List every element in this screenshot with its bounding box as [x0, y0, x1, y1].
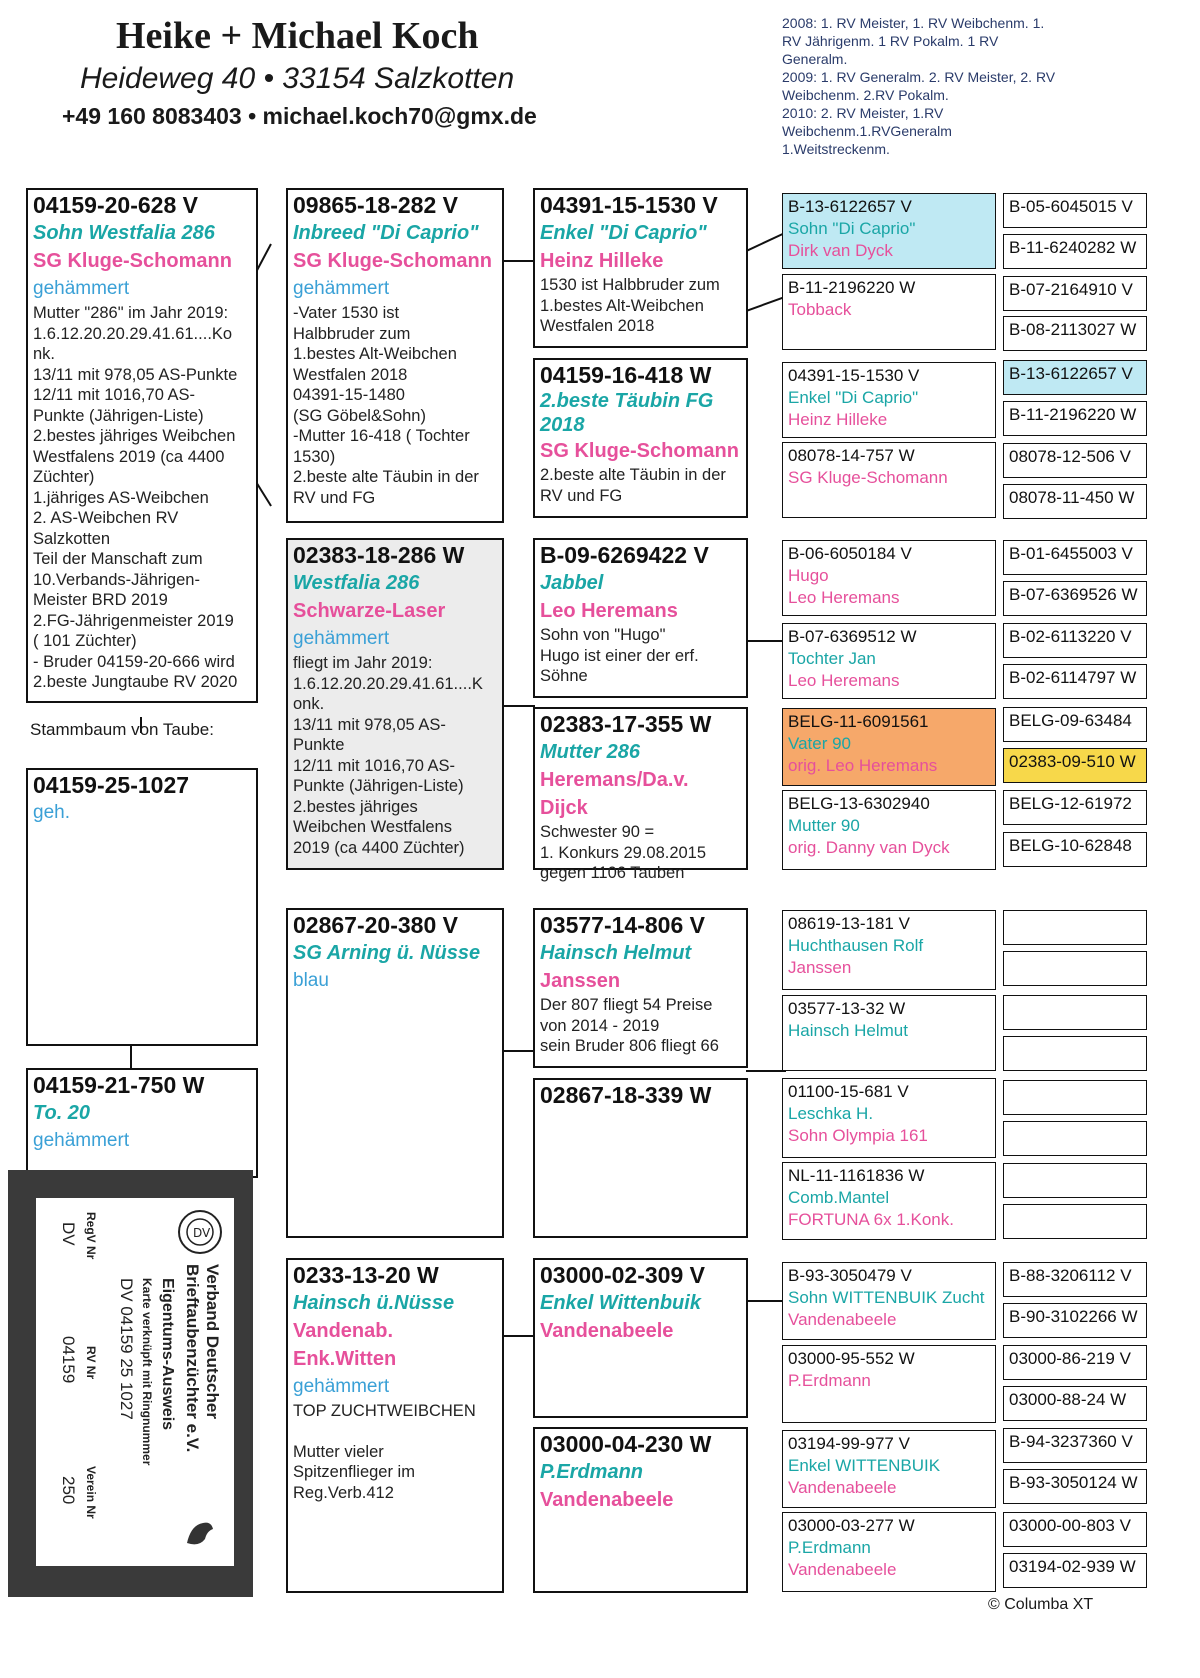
pigeon-name: Hainsch ü.Nüsse — [293, 1292, 455, 1314]
gen4-card[interactable]: 01100-15-681 V Leschka H. Sohn Olympia 161 — [782, 1078, 996, 1158]
gen4-card[interactable]: NL-11-1161836 W Comb.Mantel FORTUNA 6x 1.Konk. — [782, 1162, 996, 1240]
gen3-card[interactable]: 03000-02-309 V Enkel Wittenbuik Vandenabeele — [533, 1258, 748, 1418]
color: gehämmert — [33, 278, 130, 299]
pigeon-name: Inbreed "Di Caprio" — [293, 222, 479, 244]
breeder-contact: +49 160 8083403 • michael.koch70@gmx.de — [62, 103, 537, 129]
gen5-card[interactable]: B-88-3206112 V — [1003, 1262, 1147, 1297]
ring-number: 0233-13-20 W — [293, 1262, 439, 1288]
notes: Mutter "286" im Jahr 2019: 1.6.12.20.20.29.41.61....Ko nk. 13/11 mit 978,05 AS-Punkte 12/11 mit 1016,70 AS- Punkte (Jährigen-Liste) 2.bestes jähriges Weibchen Westfalens 2019 (ca 4400 Züchter) 1.jähriges AS-Weibchen 2. AS-Weibchen RV Salzkotten Teil der Manschaft zum 10.Verbands-Jährigen- Meister BRD 2019 2.FG-Jährigenmeister 2019 ( 101 Züchter) - Bruder 04159-20-666 wird 2.beste Jungtaube RV 2020 — [33, 304, 238, 691]
gen4-card[interactable]: 04391-15-1530 V Enkel "Di Caprio" Heinz Hilleke — [782, 362, 996, 438]
gen5-card[interactable]: BELG-12-61972 — [1003, 790, 1147, 825]
pigeon-name: Sohn Westfalia 286 — [33, 222, 215, 244]
breeder: Vandenab. Enk.Witten — [293, 1320, 397, 1370]
gen5-card[interactable]: 08078-11-450 W — [1003, 484, 1147, 519]
card-title: Eigentums-Ausweis — [159, 1278, 176, 1431]
gen4-card[interactable]: BELG-13-6302940 Mutter 90 orig. Danny van Dyck — [782, 790, 996, 870]
color: gehämmert — [293, 278, 390, 299]
gen4-card[interactable]: 08078-14-757 W SG Kluge-Schomann — [782, 442, 996, 518]
gen5-card[interactable]: B-94-3237360 V — [1003, 1428, 1147, 1463]
card-subtitle: Karte verknüpft mit Ringnummer — [140, 1278, 154, 1466]
gen5-card[interactable]: B-90-3102266 W — [1003, 1303, 1147, 1338]
connector — [130, 1046, 132, 1068]
gen5-card[interactable]: B-93-3050124 W — [1003, 1469, 1147, 1504]
gen5-card[interactable]: B-08-2113027 W — [1003, 316, 1147, 351]
pedigree-label: Stammbaum von Taube: — [30, 720, 214, 739]
gen5-card[interactable]: B-07-2164910 V — [1003, 276, 1147, 311]
gen5-card[interactable]: B-05-6045015 V — [1003, 193, 1147, 228]
card-rv-label: RV Nr — [84, 1346, 98, 1380]
pigeon-name: To. 20 — [33, 1102, 91, 1124]
achievement-line: Weibchenm. 2.RV Pokalm. — [782, 87, 949, 103]
notes: -Vater 1530 ist Halbbruder zum 1.bestes Alt-Weibchen Westfalen 2018 04391-15-1480 (SG Göbel&Sohn) -Mutter 16-418 ( Tochter 1530) 2.beste alte Täubin in der RV und FG — [293, 304, 479, 507]
gen4-card[interactable]: B-11-2196220 W Tobback — [782, 274, 996, 350]
achievement-line: 1.Weitstreckenm. — [782, 141, 890, 157]
gen5-card[interactable]: 08078-12-506 V — [1003, 443, 1147, 478]
gen5-card[interactable]: B-11-2196220 W — [1003, 401, 1147, 436]
gen5-card-empty[interactable] — [1003, 1036, 1147, 1071]
ownership-card — [8, 1170, 253, 1597]
achievements — [782, 14, 1102, 158]
card-ring-number: DV 04159 25 1027 — [117, 1278, 136, 1420]
card-regv-value: DV — [59, 1222, 78, 1246]
gen5-card[interactable]: 02383-09-510 W — [1003, 748, 1147, 783]
svg-text:DV: DV — [193, 1226, 211, 1240]
dam-dam-card[interactable] — [286, 1258, 504, 1593]
pigeon-name: SG Arning ü. Nüsse — [293, 942, 481, 964]
ring-number: 04159-25-1027 — [33, 772, 190, 798]
gen5-card[interactable]: B-13-6122657 V — [1003, 360, 1147, 395]
achievement-line: RV Jährigenm. 1 RV Pokalm. 1 RV — [782, 33, 999, 49]
achievement-line: 2009: 1. RV Generalm. 2. RV Meister, 2. RV — [782, 69, 1056, 85]
card-org-line2: Brieftaubenzüchter e.V. — [183, 1264, 202, 1453]
sire-card[interactable] — [26, 188, 258, 703]
color: gehämmert — [293, 628, 390, 649]
pigeon-name: Westfalia 286 — [293, 572, 420, 594]
gen5-card[interactable]: B-02-6114797 W — [1003, 664, 1147, 699]
ring-number: 04159-21-750 W — [33, 1072, 205, 1098]
gen5-card-empty[interactable] — [1003, 910, 1147, 945]
gen5-card[interactable]: 03000-00-803 V — [1003, 1512, 1147, 1547]
color: gehämmert — [293, 1376, 390, 1397]
connector — [500, 705, 535, 707]
dam-sire-card[interactable] — [286, 908, 504, 1238]
card-verein-value: 250 — [59, 1476, 78, 1505]
notes: TOP ZUCHTWEIBCHEN Mutter vieler Spitzenflieger im Reg.Verb.412 — [293, 1402, 476, 1502]
dam-card[interactable] — [26, 1068, 258, 1178]
gen4-card[interactable]: 08619-13-181 V Huchthausen Rolf Janssen — [782, 910, 996, 990]
breeder-name: Heike + Michael Koch — [116, 15, 479, 57]
breeder: Schwarze-Laser — [293, 600, 446, 622]
gen5-card-empty[interactable] — [1003, 1204, 1147, 1239]
gen5-card[interactable]: B-01-6455003 V — [1003, 540, 1147, 575]
dv-logo-icon — [176, 1208, 224, 1256]
color: gehämmert — [33, 1130, 130, 1151]
sire-sire-card[interactable] — [286, 188, 504, 523]
color: geh. — [33, 802, 70, 823]
gen3-card[interactable]: 03577-14-806 V Hainsch Helmut Janssen Der 807 fliegt 54 Preise von 2014 - 2019 sein Bruder 806 fliegt 66 — [533, 908, 748, 1068]
gen4-card[interactable]: B-06-6050184 V Hugo Leo Heremans — [782, 540, 996, 616]
gen5-card[interactable]: B-11-6240282 W — [1003, 234, 1147, 269]
achievement-line: Generalm. — [782, 51, 848, 67]
gen3-card[interactable]: 02867-18-339 W — [533, 1078, 748, 1238]
gen3-card[interactable]: 04391-15-1530 V Enkel "Di Caprio" Heinz Hilleke 1530 ist Halbbruder zum 1.bestes Alt-Weibchen Westfalen 2018 — [533, 188, 748, 348]
gen5-card[interactable]: 03194-02-939 W — [1003, 1553, 1147, 1588]
gen3-card[interactable]: B-09-6269422 V Jabbel Leo Heremans Sohn von "Hugo" Hugo ist einer der erf. Söhne — [533, 538, 748, 698]
card-verein-label: Verein Nr — [84, 1466, 98, 1519]
ring-number: 04159-20-628 V — [33, 192, 198, 218]
gen5-card-empty[interactable] — [1003, 1080, 1147, 1115]
card-rv-value: 04159 — [59, 1336, 78, 1384]
breeder: SG Kluge-Schomann — [33, 250, 232, 272]
achievement-line: Weibchenm.1.RVGeneralm — [782, 123, 952, 139]
gen3-card[interactable]: 03000-04-230 W P.Erdmann Vandenabeele — [533, 1427, 748, 1593]
gen5-card-empty[interactable] — [1003, 951, 1147, 986]
ring-number: 09865-18-282 V — [293, 192, 458, 218]
gen4-card[interactable]: 03577-13-32 W Hainsch Helmut — [782, 995, 996, 1071]
gen4-card[interactable]: BELG-11-6091561 Vater 90 orig. Leo Heremans — [782, 708, 996, 786]
gen5-card-empty[interactable] — [1003, 1163, 1147, 1198]
subject-card[interactable] — [26, 768, 258, 1046]
gen4-card[interactable]: B-07-6369512 W Tochter Jan Leo Heremans — [782, 623, 996, 699]
breeder-address: Heideweg 40 • 33154 Salzkotten — [80, 62, 515, 95]
card-org-line1: Verband Deutscher — [203, 1264, 222, 1419]
ownership-card-inner — [36, 1198, 234, 1566]
achievement-line: 2008: 1. RV Meister, 1. RV Weibchenm. 1. — [782, 15, 1045, 31]
gen3-card[interactable]: 04159-16-418 W 2.beste Täubin FG 2018 SG Kluge-Schomann 2.beste alte Täubin in der RV und FG — [533, 358, 748, 518]
gen5-card[interactable]: BELG-10-62848 — [1003, 832, 1147, 867]
gen4-card[interactable]: B-13-6122657 V Sohn "Di Caprio" Dirk van Dyck — [782, 193, 996, 269]
gen5-card[interactable]: B-07-6369526 W — [1003, 581, 1147, 616]
gen4-card[interactable]: 03000-95-552 W P.Erdmann — [782, 1345, 996, 1423]
ring-number: 02867-20-380 V — [293, 912, 458, 938]
gen5-card[interactable]: BELG-09-63484 — [1003, 707, 1147, 742]
copyright: © Columba XT — [988, 1596, 1094, 1613]
ring-number: 02383-18-286 W — [293, 542, 465, 568]
gen4-card[interactable]: 03194-99-977 V Enkel WITTENBUIK Vandenabeele — [782, 1430, 996, 1508]
gen4-card[interactable]: B-93-3050479 V Sohn WITTENBUIK Zucht Vandenabeele — [782, 1262, 996, 1340]
card-regv-label: RegV Nr — [84, 1212, 98, 1260]
gen5-card-empty[interactable] — [1003, 1121, 1147, 1156]
gen4-card[interactable]: 03000-03-277 W P.Erdmann Vandenabeele — [782, 1512, 996, 1592]
connector — [500, 260, 535, 262]
sire-dam-card[interactable] — [286, 538, 504, 870]
achievement-line: 2010: 2. RV Meister, 1.RV — [782, 105, 944, 121]
pigeon-icon — [181, 1513, 217, 1553]
gen5-card[interactable]: 03000-86-219 V — [1003, 1345, 1147, 1380]
gen5-card[interactable]: B-02-6113220 V — [1003, 623, 1147, 658]
gen5-card[interactable]: 03000-88-24 W — [1003, 1386, 1147, 1421]
gen3-card[interactable]: 02383-17-355 W Mutter 286 Heremans/Da.v. Dijck Schwester 90 = 1. Konkurs 29.08.2015 gegen 1106 Tauben — [533, 707, 748, 870]
color: blau — [293, 970, 329, 991]
breeder: SG Kluge-Schomann — [293, 250, 492, 272]
notes: fliegt im Jahr 2019: 1.6.12.20.20.29.41.61....K onk. 13/11 mit 978,05 AS- Punkte 12/11 mit 1016,70 AS- Punkte (Jährigen-Liste) 2.bestes jähriges Weibchen Westfalens 2019 (ca 4400 Züchter) — [293, 654, 483, 857]
gen5-card-empty[interactable] — [1003, 995, 1147, 1030]
